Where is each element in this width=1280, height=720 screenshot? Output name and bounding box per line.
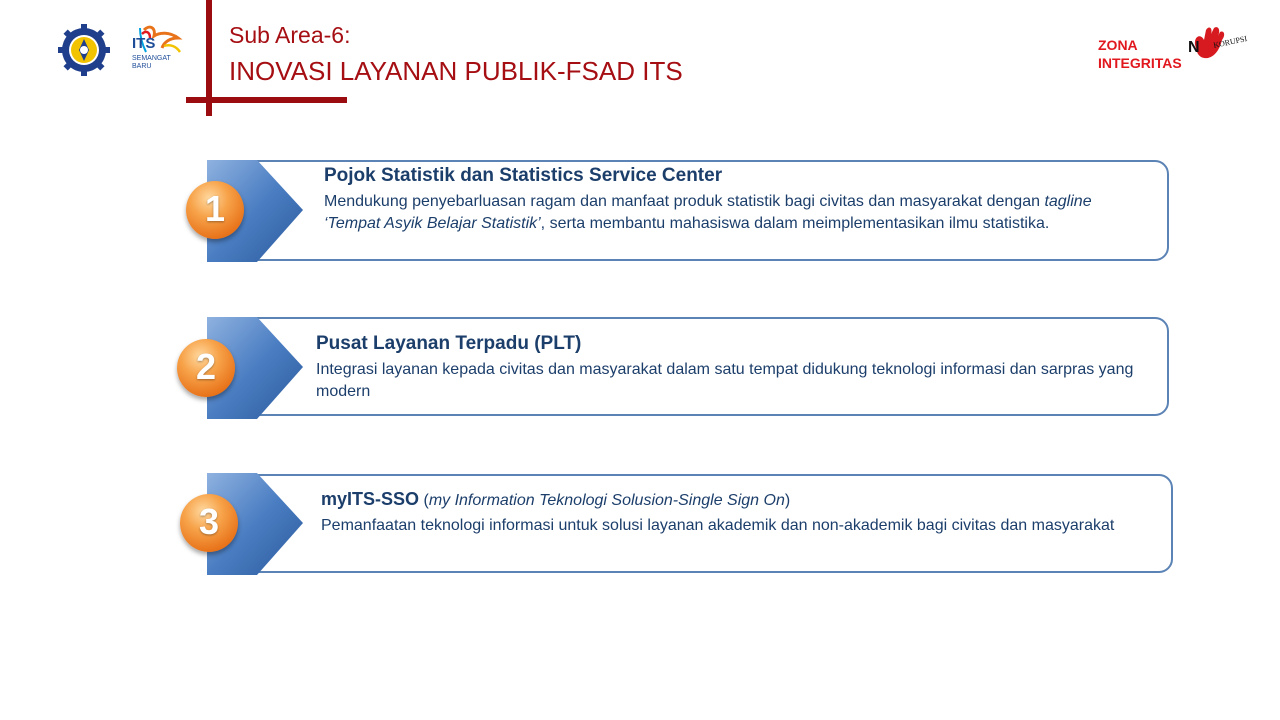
item-desc-2: Integrasi layanan kepada civitas dan masyarakat dalam satu tempat didukung teknologi informasi dan sarpras yang modern (316, 361, 1134, 400)
item-title-1: Pojok Statistik dan Statistics Service Center (324, 165, 723, 186)
item-title-2: Pusat Layanan Terpadu (PLT) (316, 333, 582, 354)
number-badge-2: 2 (177, 339, 235, 397)
svg-text:KORUPSI: KORUPSI (1212, 34, 1248, 50)
its-logo-letters: ITS (132, 35, 156, 52)
number-badge-3: 3 (180, 494, 238, 552)
number-badge-1: 1 (186, 181, 244, 239)
item-title-3: myITS-SSO (my Information Teknologi Solusion-Single Sign On) (321, 489, 791, 509)
svg-text:N: N (1188, 39, 1200, 56)
item-desc-1: Mendukung penyebarluasan ragam dan manfaat produk statistik bagi civitas dan masyarakat dengan tagline ‘Tempat Asyik Belajar Statistik’, serta membantu mahasiswa dalam meimplementasikan ilmu statistika. (324, 193, 1092, 232)
header-horizontal-bar (186, 97, 347, 103)
page-title: INOVASI LAYANAN PUBLIK-FSAD ITS (229, 56, 683, 86)
sub-title: Sub Area-6: (229, 22, 351, 48)
its-semangat-baru-logo (126, 24, 182, 76)
its-gear-logo (58, 24, 110, 76)
zona-line1: ZONA (1098, 37, 1138, 53)
item-desc-3: Pemanfaatan teknologi informasi untuk solusi layanan akademik dan non-akademik bagi civitas dan masyarakat (321, 517, 1115, 534)
zona-line2: INTEGRITAS (1098, 55, 1182, 71)
zona-integritas-logo (1096, 26, 1248, 78)
its-logo-tagline: SEMANGAT BARU (132, 55, 171, 70)
